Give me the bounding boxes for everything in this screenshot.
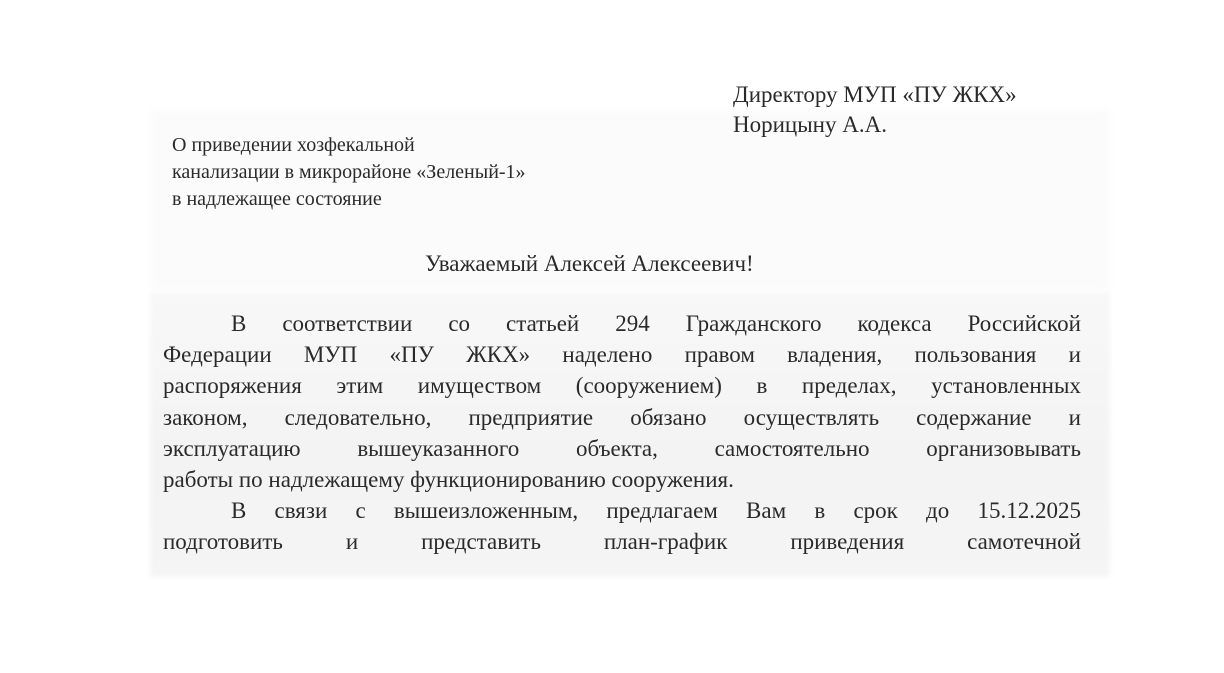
paragraph-1-line-3: распоряжения этим имуществом (сооружением) в пределах, установленных [163, 373, 1081, 399]
paragraph-1-line-1: В соответствии со статьей 294 Гражданского кодекса Российской [231, 311, 1081, 336]
paragraph-1-line-2: Федерации МУП «ПУ ЖКХ» наделено правом владения, пользования и [163, 342, 1081, 368]
letter-subject [172, 132, 526, 213]
subject-line-3: в надлежащее состояние [172, 188, 382, 210]
subject-line-2: канализации в микрорайоне «Зеленый-1» [172, 161, 526, 183]
addressee-block [733, 80, 1017, 140]
paragraph-1-line-4: законом, следовательно, предприятие обязано осуществлять содержание и [163, 404, 1081, 430]
addressee-name: Норицыну А.А. [733, 112, 887, 137]
body-paragraph-1 [163, 308, 1081, 495]
addressee-position: Директору МУП «ПУ ЖКХ» [733, 82, 1017, 107]
paragraph-2-line-2: подготовить и представить план-график приведения самотечной [163, 529, 1081, 555]
body-paragraph-2 [163, 495, 1081, 557]
paragraph-2-line-1: В связи с вышеизложенным, предлагаем Вам в срок до 15.12.2025 [231, 498, 1081, 523]
salutation: Уважаемый Алексей Алексеевич! [425, 251, 754, 276]
subject-line-1: О приведении хозфекальной [172, 134, 415, 156]
paragraph-1-line-5: эксплуатацию вышеуказанного объекта, самостоятельно организовывать [163, 435, 1081, 461]
paragraph-1-line-6: работы по надлежащему функционированию сооружения. [163, 467, 734, 493]
